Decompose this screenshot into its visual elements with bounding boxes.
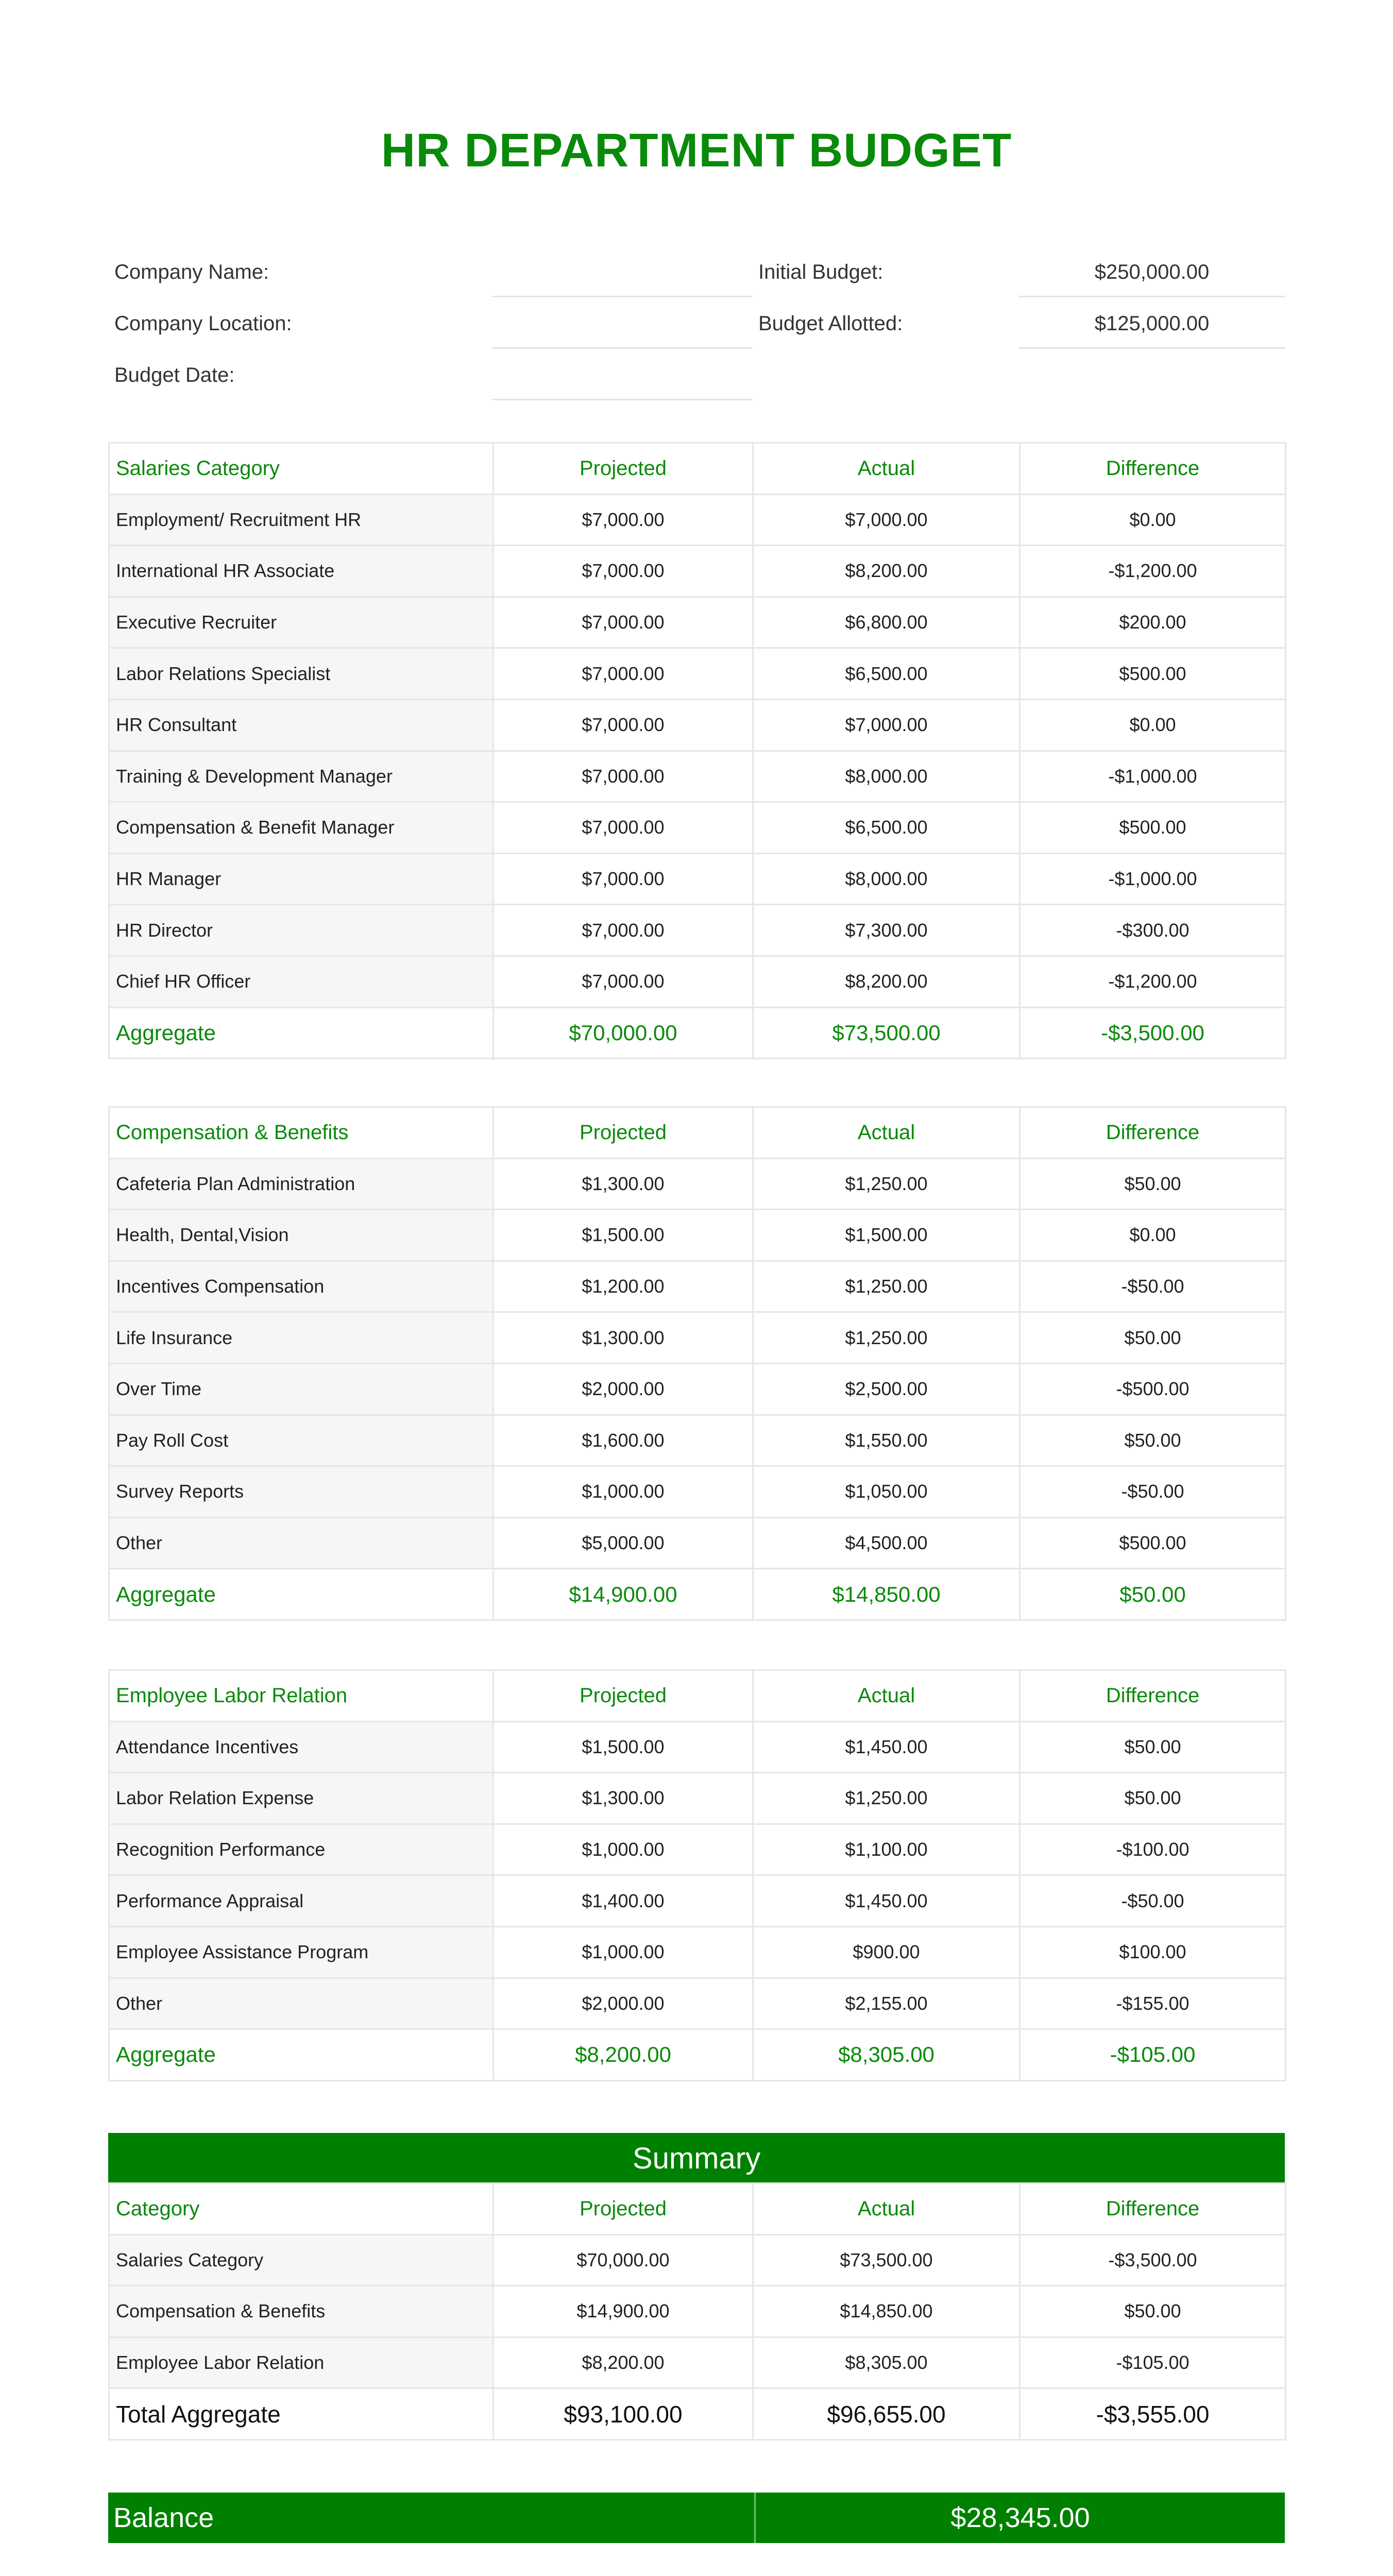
row-label: Employment/ Recruitment HR bbox=[109, 494, 494, 546]
initial-budget-row bbox=[752, 246, 1285, 298]
difference-cell[interactable]: -$50.00 bbox=[1020, 1466, 1286, 1518]
actual-total[interactable]: $73,500.00 bbox=[753, 1007, 1020, 1059]
row-label: Employee Labor Relation bbox=[109, 2337, 494, 2388]
difference-cell[interactable]: -$1,200.00 bbox=[1020, 546, 1286, 597]
summary-table bbox=[108, 2182, 1286, 2441]
difference-cell[interactable]: $200.00 bbox=[1020, 597, 1286, 648]
column-header-actual: Actual bbox=[753, 443, 1020, 495]
projected-cell[interactable]: $7,000.00 bbox=[494, 699, 753, 751]
difference-cell[interactable]: $100.00 bbox=[1020, 1926, 1286, 1978]
difference-cell[interactable]: -$100.00 bbox=[1020, 1824, 1286, 1875]
budget-allotted-value[interactable]: $125,000.00 bbox=[1094, 312, 1210, 335]
table-row bbox=[109, 699, 1286, 751]
table-row bbox=[109, 648, 1286, 700]
column-header-projected: Projected bbox=[494, 443, 753, 495]
row-label: Compensation & Benefits bbox=[109, 2286, 494, 2337]
difference-cell[interactable]: -$1,000.00 bbox=[1020, 751, 1286, 802]
aggregate-row bbox=[109, 1007, 1286, 1059]
table-row bbox=[109, 1875, 1286, 1927]
table-row bbox=[109, 546, 1286, 597]
projected-total[interactable]: $93,100.00 bbox=[494, 2388, 753, 2440]
actual-cell[interactable]: $6,500.00 bbox=[753, 802, 1020, 854]
projected-cell[interactable]: $14,900.00 bbox=[494, 2286, 753, 2337]
company-name-row bbox=[108, 246, 752, 298]
aggregate-label: Aggregate bbox=[109, 2029, 494, 2081]
budget-allotted-underline bbox=[1019, 347, 1285, 349]
header-row bbox=[109, 443, 1286, 495]
projected-cell[interactable]: $8,200.00 bbox=[494, 2337, 753, 2388]
actual-cell[interactable]: $6,800.00 bbox=[753, 597, 1020, 648]
actual-cell[interactable]: $1,100.00 bbox=[753, 1824, 1020, 1875]
projected-cell[interactable]: $2,000.00 bbox=[494, 1978, 753, 2029]
projected-total[interactable]: $8,200.00 bbox=[494, 2029, 753, 2081]
total-label: Total Aggregate bbox=[109, 2388, 494, 2440]
table-row bbox=[109, 494, 1286, 546]
difference-cell[interactable]: -$50.00 bbox=[1020, 1261, 1286, 1312]
budget-date-field[interactable] bbox=[492, 399, 752, 400]
actual-cell[interactable]: $1,250.00 bbox=[753, 1261, 1020, 1312]
difference-cell[interactable]: -$500.00 bbox=[1020, 1363, 1286, 1415]
actual-cell[interactable]: $1,450.00 bbox=[753, 1875, 1020, 1927]
budget-allotted-label: Budget Allotted: bbox=[758, 312, 903, 335]
row-label: Salaries Category bbox=[109, 2234, 494, 2286]
budget-date-label: Budget Date: bbox=[114, 364, 235, 386]
actual-cell[interactable]: $73,500.00 bbox=[753, 2234, 1020, 2286]
projected-cell[interactable]: $1,500.00 bbox=[494, 1210, 753, 1261]
column-header-category: Compensation & Benefits bbox=[109, 1107, 494, 1159]
projected-cell[interactable]: $7,000.00 bbox=[494, 956, 753, 1007]
difference-cell[interactable]: $50.00 bbox=[1020, 1721, 1286, 1773]
column-header-category: Category bbox=[109, 2183, 494, 2235]
aggregate-row bbox=[109, 1569, 1286, 1620]
projected-cell[interactable]: $1,600.00 bbox=[494, 1415, 753, 1466]
table-row bbox=[109, 1824, 1286, 1875]
difference-cell[interactable]: -$300.00 bbox=[1020, 905, 1286, 956]
column-header-difference: Difference bbox=[1020, 1670, 1286, 1722]
projected-cell[interactable]: $1,400.00 bbox=[494, 1875, 753, 1927]
projected-cell[interactable]: $7,000.00 bbox=[494, 597, 753, 648]
difference-cell[interactable]: -$1,200.00 bbox=[1020, 956, 1286, 1007]
budget-allotted-row bbox=[752, 298, 1285, 349]
table-row bbox=[109, 853, 1286, 905]
table-row bbox=[109, 1210, 1286, 1261]
balance-bar bbox=[108, 2493, 1285, 2543]
difference-cell[interactable]: $50.00 bbox=[1020, 2286, 1286, 2337]
company-location-label: Company Location: bbox=[114, 312, 292, 335]
total-row bbox=[109, 2388, 1286, 2440]
company-location-field[interactable] bbox=[492, 347, 752, 349]
difference-cell[interactable]: $50.00 bbox=[1020, 1312, 1286, 1364]
projected-cell[interactable]: $7,000.00 bbox=[494, 853, 753, 905]
projected-cell[interactable]: $1,300.00 bbox=[494, 1158, 753, 1210]
column-header-difference: Difference bbox=[1020, 1107, 1286, 1159]
actual-cell[interactable]: $8,200.00 bbox=[753, 546, 1020, 597]
table-row bbox=[109, 1978, 1286, 2029]
table-row bbox=[109, 2286, 1286, 2337]
summary-header: Summary bbox=[108, 2133, 1285, 2182]
row-label: Executive Recruiter bbox=[109, 597, 494, 648]
difference-cell[interactable]: $0.00 bbox=[1020, 494, 1286, 546]
projected-cell[interactable]: $1,200.00 bbox=[494, 1261, 753, 1312]
actual-cell[interactable]: $7,300.00 bbox=[753, 905, 1020, 956]
table-row bbox=[109, 597, 1286, 648]
aggregate-label: Aggregate bbox=[109, 1007, 494, 1059]
difference-cell[interactable]: $50.00 bbox=[1020, 1158, 1286, 1210]
row-label: HR Manager bbox=[109, 853, 494, 905]
row-label: Other bbox=[109, 1517, 494, 1569]
projected-cell[interactable]: $70,000.00 bbox=[494, 2234, 753, 2286]
column-header-actual: Actual bbox=[753, 1107, 1020, 1159]
actual-total[interactable]: $96,655.00 bbox=[753, 2388, 1020, 2440]
actual-cell[interactable]: $6,500.00 bbox=[753, 648, 1020, 700]
actual-total[interactable]: $14,850.00 bbox=[753, 1569, 1020, 1620]
projected-cell[interactable]: $1,000.00 bbox=[494, 1466, 753, 1518]
difference-cell[interactable]: -$1,000.00 bbox=[1020, 853, 1286, 905]
projected-cell[interactable]: $2,000.00 bbox=[494, 1363, 753, 1415]
row-label: Survey Reports bbox=[109, 1466, 494, 1518]
table-row bbox=[109, 1773, 1286, 1824]
actual-cell[interactable]: $2,155.00 bbox=[753, 1978, 1020, 2029]
actual-cell[interactable]: $7,000.00 bbox=[753, 699, 1020, 751]
actual-cell[interactable]: $1,550.00 bbox=[753, 1415, 1020, 1466]
row-label: Incentives Compensation bbox=[109, 1261, 494, 1312]
budget-date-row bbox=[108, 349, 752, 401]
projected-cell[interactable]: $1,000.00 bbox=[494, 1926, 753, 1978]
table-row bbox=[109, 1363, 1286, 1415]
difference-cell[interactable]: $500.00 bbox=[1020, 1517, 1286, 1569]
difference-cell[interactable]: $0.00 bbox=[1020, 1210, 1286, 1261]
difference-total[interactable]: -$105.00 bbox=[1020, 2029, 1286, 2081]
projected-total[interactable]: $14,900.00 bbox=[494, 1569, 753, 1620]
row-label: Labor Relations Specialist bbox=[109, 648, 494, 700]
row-label: Over Time bbox=[109, 1363, 494, 1415]
table-row bbox=[109, 1261, 1286, 1312]
row-label: Attendance Incentives bbox=[109, 1721, 494, 1773]
table-row bbox=[109, 2337, 1286, 2388]
difference-cell[interactable]: -$3,500.00 bbox=[1020, 2234, 1286, 2286]
projected-cell[interactable]: $7,000.00 bbox=[494, 494, 753, 546]
row-label: Pay Roll Cost bbox=[109, 1415, 494, 1466]
table-row bbox=[109, 1517, 1286, 1569]
table-row bbox=[109, 1158, 1286, 1210]
column-header-actual: Actual bbox=[753, 2183, 1020, 2235]
projected-cell[interactable]: $1,300.00 bbox=[494, 1773, 753, 1824]
row-label: HR Consultant bbox=[109, 699, 494, 751]
header-row bbox=[109, 2183, 1286, 2235]
row-label: Compensation & Benefit Manager bbox=[109, 802, 494, 854]
actual-cell[interactable]: $1,250.00 bbox=[753, 1158, 1020, 1210]
actual-cell[interactable]: $1,450.00 bbox=[753, 1721, 1020, 1773]
difference-total[interactable]: -$3,500.00 bbox=[1020, 1007, 1286, 1059]
table-row bbox=[109, 2234, 1286, 2286]
projected-cell[interactable]: $7,000.00 bbox=[494, 905, 753, 956]
initial-budget-value[interactable]: $250,000.00 bbox=[1094, 261, 1210, 283]
column-header-category: Employee Labor Relation bbox=[109, 1670, 494, 1722]
labor-relation-table bbox=[108, 1669, 1286, 2081]
column-header-projected: Projected bbox=[494, 1107, 753, 1159]
projected-cell[interactable]: $1,300.00 bbox=[494, 1312, 753, 1364]
initial-budget-label: Initial Budget: bbox=[758, 261, 884, 283]
row-label: Recognition Performance bbox=[109, 1824, 494, 1875]
projected-total[interactable]: $70,000.00 bbox=[494, 1007, 753, 1059]
difference-cell[interactable]: -$50.00 bbox=[1020, 1875, 1286, 1927]
page-title: HR DEPARTMENT BUDGET bbox=[381, 124, 1012, 177]
actual-cell[interactable]: $1,250.00 bbox=[753, 1773, 1020, 1824]
aggregate-label: Aggregate bbox=[109, 1569, 494, 1620]
column-header-projected: Projected bbox=[494, 1670, 753, 1722]
table-row bbox=[109, 751, 1286, 802]
actual-cell[interactable]: $900.00 bbox=[753, 1926, 1020, 1978]
actual-total[interactable]: $8,305.00 bbox=[753, 2029, 1020, 2081]
row-label: Training & Development Manager bbox=[109, 751, 494, 802]
actual-cell[interactable]: $8,000.00 bbox=[753, 853, 1020, 905]
difference-cell[interactable]: $500.00 bbox=[1020, 648, 1286, 700]
balance-label: Balance bbox=[113, 2502, 214, 2533]
row-label: Life Insurance bbox=[109, 1312, 494, 1364]
actual-cell[interactable]: $8,305.00 bbox=[753, 2337, 1020, 2388]
table-row bbox=[109, 1415, 1286, 1466]
table-row bbox=[109, 1312, 1286, 1364]
row-label: Employee Assistance Program bbox=[109, 1926, 494, 1978]
initial-budget-underline bbox=[1019, 296, 1285, 297]
row-label: Health, Dental,Vision bbox=[109, 1210, 494, 1261]
projected-cell[interactable]: $7,000.00 bbox=[494, 751, 753, 802]
table-row bbox=[109, 1466, 1286, 1518]
salaries-table bbox=[108, 442, 1286, 1059]
projected-cell[interactable]: $7,000.00 bbox=[494, 546, 753, 597]
difference-cell[interactable]: $0.00 bbox=[1020, 699, 1286, 751]
difference-cell[interactable]: -$155.00 bbox=[1020, 1978, 1286, 2029]
balance-value[interactable]: $28,345.00 bbox=[754, 2493, 1285, 2543]
actual-cell[interactable]: $14,850.00 bbox=[753, 2286, 1020, 2337]
header-row bbox=[109, 1107, 1286, 1159]
projected-cell[interactable]: $1,000.00 bbox=[494, 1824, 753, 1875]
projected-cell[interactable]: $7,000.00 bbox=[494, 802, 753, 854]
company-location-row bbox=[108, 298, 752, 349]
row-label: HR Director bbox=[109, 905, 494, 956]
difference-cell[interactable]: -$105.00 bbox=[1020, 2337, 1286, 2388]
row-label: Chief HR Officer bbox=[109, 956, 494, 1007]
actual-cell[interactable]: $8,200.00 bbox=[753, 956, 1020, 1007]
table-row bbox=[109, 802, 1286, 854]
difference-cell[interactable]: $500.00 bbox=[1020, 802, 1286, 854]
table-row bbox=[109, 905, 1286, 956]
aggregate-row bbox=[109, 2029, 1286, 2081]
table-row bbox=[109, 956, 1286, 1007]
projected-cell[interactable]: $1,500.00 bbox=[494, 1721, 753, 1773]
difference-total[interactable]: $50.00 bbox=[1020, 1569, 1286, 1620]
header-row bbox=[109, 1670, 1286, 1722]
column-header-projected: Projected bbox=[494, 2183, 753, 2235]
column-header-actual: Actual bbox=[753, 1670, 1020, 1722]
row-label: Cafeteria Plan Administration bbox=[109, 1158, 494, 1210]
row-label: Labor Relation Expense bbox=[109, 1773, 494, 1824]
difference-cell[interactable]: $50.00 bbox=[1020, 1415, 1286, 1466]
projected-cell[interactable]: $7,000.00 bbox=[494, 648, 753, 700]
actual-cell[interactable]: $1,500.00 bbox=[753, 1210, 1020, 1261]
row-label: Performance Appraisal bbox=[109, 1875, 494, 1927]
actual-cell[interactable]: $1,050.00 bbox=[753, 1466, 1020, 1518]
projected-cell[interactable]: $5,000.00 bbox=[494, 1517, 753, 1569]
column-header-difference: Difference bbox=[1020, 443, 1286, 495]
table-row bbox=[109, 1926, 1286, 1978]
row-label: International HR Associate bbox=[109, 546, 494, 597]
column-header-difference: Difference bbox=[1020, 2183, 1286, 2235]
column-header-category: Salaries Category bbox=[109, 443, 494, 495]
difference-cell[interactable]: $50.00 bbox=[1020, 1773, 1286, 1824]
actual-cell[interactable]: $4,500.00 bbox=[753, 1517, 1020, 1569]
actual-cell[interactable]: $7,000.00 bbox=[753, 494, 1020, 546]
actual-cell[interactable]: $8,000.00 bbox=[753, 751, 1020, 802]
compensation-table bbox=[108, 1106, 1286, 1621]
company-name-label: Company Name: bbox=[114, 261, 269, 283]
actual-cell[interactable]: $1,250.00 bbox=[753, 1312, 1020, 1364]
company-name-field[interactable] bbox=[492, 296, 752, 297]
row-label: Other bbox=[109, 1978, 494, 2029]
actual-cell[interactable]: $2,500.00 bbox=[753, 1363, 1020, 1415]
table-row bbox=[109, 1721, 1286, 1773]
difference-total[interactable]: -$3,555.00 bbox=[1020, 2388, 1286, 2440]
